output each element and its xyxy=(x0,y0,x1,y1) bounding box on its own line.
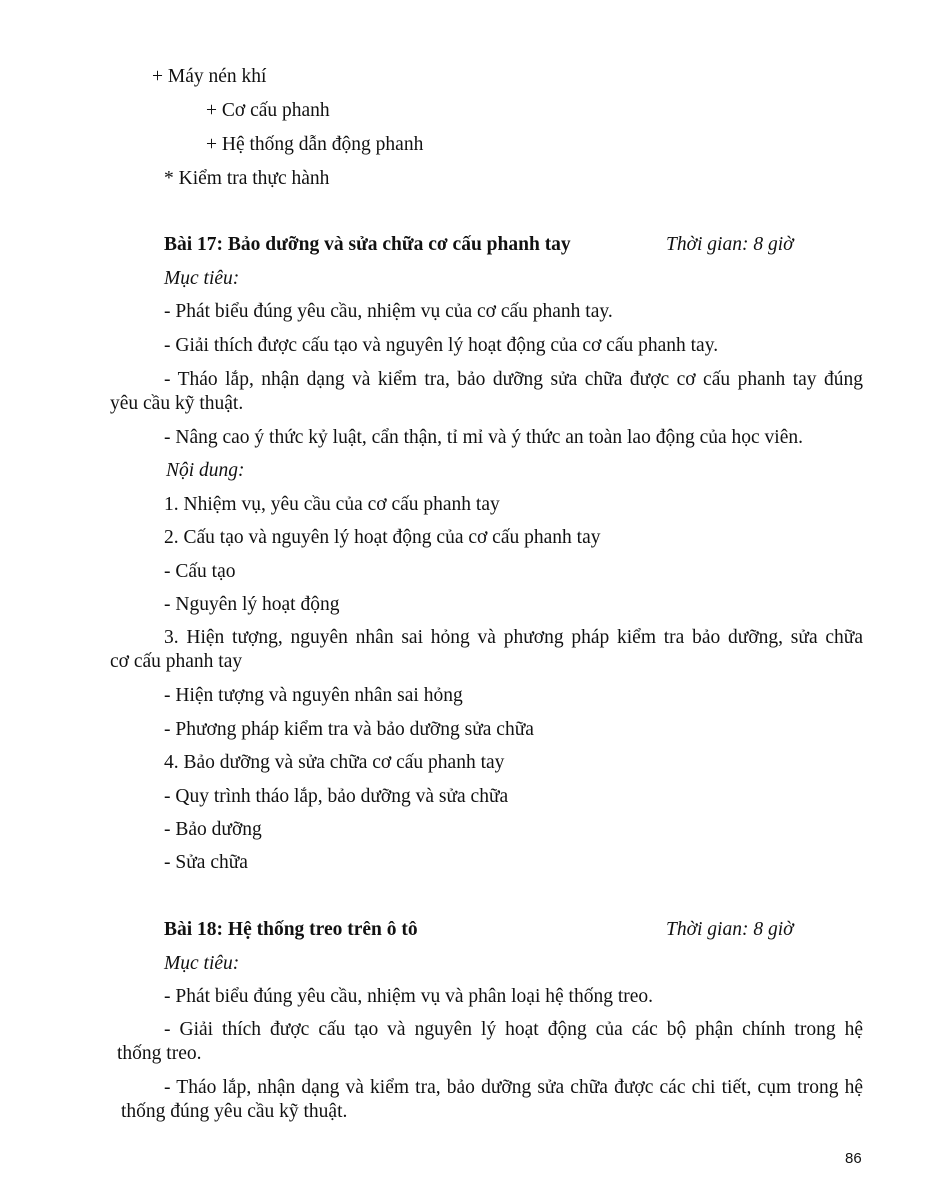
lesson-17-objective-3-line1: - Tháo lắp, nhận dạng và kiểm tra, bảo dưỡng sửa chữa được cơ cấu phanh tay đúng xyxy=(164,369,863,390)
lesson-17-objective-1: - Phát biểu đúng yêu cầu, nhiệm vụ của cơ cấu phanh tay. xyxy=(164,301,613,322)
lesson-17-content-3-line1: 3. Hiện tượng, nguyên nhân sai hỏng và phương pháp kiểm tra bảo dưỡng, sửa chữa xyxy=(164,627,863,648)
lesson-17-content-2b: - Nguyên lý hoạt động xyxy=(164,594,340,615)
lesson-17-content-3b: - Phương pháp kiểm tra và bảo dưỡng sửa chữa xyxy=(164,719,534,740)
list-item-brake-mechanism: + Cơ cấu phanh xyxy=(206,100,330,121)
lesson-17-content-4c: - Sửa chữa xyxy=(164,852,248,873)
lesson-17-content-2: 2. Cấu tạo và nguyên lý hoạt động của cơ cấu phanh tay xyxy=(164,527,601,548)
lesson-18-time: Thời gian: 8 giờ xyxy=(666,919,794,940)
page-number: 86 xyxy=(845,1150,862,1167)
lesson-17-time: Thời gian: 8 giờ xyxy=(666,234,794,255)
lesson-18-objective-2-line2: thống treo. xyxy=(117,1043,202,1064)
lesson-17-content-label: Nội dung: xyxy=(166,460,245,481)
lesson-17-content-2a: - Cấu tạo xyxy=(164,561,236,582)
lesson-17-content-3a: - Hiện tượng và nguyên nhân sai hỏng xyxy=(164,685,463,706)
lesson-17-objective-4: - Nâng cao ý thức kỷ luật, cẩn thận, tỉ mỉ và ý thức an toàn lao động của học viên. xyxy=(164,427,803,448)
lesson-17-title: Bài 17: Bảo dưỡng và sửa chữa cơ cấu phanh tay xyxy=(164,234,571,255)
lesson-17-content-4a: - Quy trình tháo lắp, bảo dưỡng và sửa chữa xyxy=(164,786,509,807)
lesson-18-objective-3-line1: - Tháo lắp, nhận dạng và kiểm tra, bảo dưỡng sửa chữa được các chi tiết, cụm trong hệ xyxy=(164,1077,863,1098)
lesson-17-content-4b: - Bảo dưỡng xyxy=(164,819,262,840)
lesson-17-objective-3 xyxy=(110,368,863,416)
lesson-18-objective-3 xyxy=(121,1076,863,1124)
lesson-17-objectives-label: Mục tiêu: xyxy=(164,268,240,289)
lesson-17-content-4: 4. Bảo dưỡng và sửa chữa cơ cấu phanh tay xyxy=(164,752,505,773)
lesson-17-objective-3-line2: yêu cầu kỹ thuật. xyxy=(110,393,244,414)
lesson-18-title: Bài 18: Hệ thống treo trên ô tô xyxy=(164,919,418,940)
list-item-air-compressor: + Máy nén khí xyxy=(152,66,267,87)
list-item-brake-drive-system: + Hệ thống dẫn động phanh xyxy=(206,134,424,155)
lesson-18-objective-2 xyxy=(117,1018,863,1066)
lesson-18-objective-2-line1: - Giải thích được cấu tạo và nguyên lý hoạt động của các bộ phận chính trong hệ xyxy=(164,1019,863,1040)
list-item-practical-test: * Kiểm tra thực hành xyxy=(164,168,330,189)
lesson-18-objective-3-line2: thống đúng yêu cầu kỹ thuật. xyxy=(121,1101,348,1122)
lesson-17-content-3 xyxy=(110,626,863,674)
lesson-17-content-1: 1. Nhiệm vụ, yêu cầu của cơ cấu phanh tay xyxy=(164,494,500,515)
lesson-18-objectives-label: Mục tiêu: xyxy=(164,953,240,974)
lesson-17-objective-2: - Giải thích được cấu tạo và nguyên lý hoạt động của cơ cấu phanh tay. xyxy=(164,335,719,356)
lesson-18-objective-1: - Phát biểu đúng yêu cầu, nhiệm vụ và phân loại hệ thống treo. xyxy=(164,986,654,1007)
lesson-17-content-3-line2: cơ cấu phanh tay xyxy=(110,651,243,672)
